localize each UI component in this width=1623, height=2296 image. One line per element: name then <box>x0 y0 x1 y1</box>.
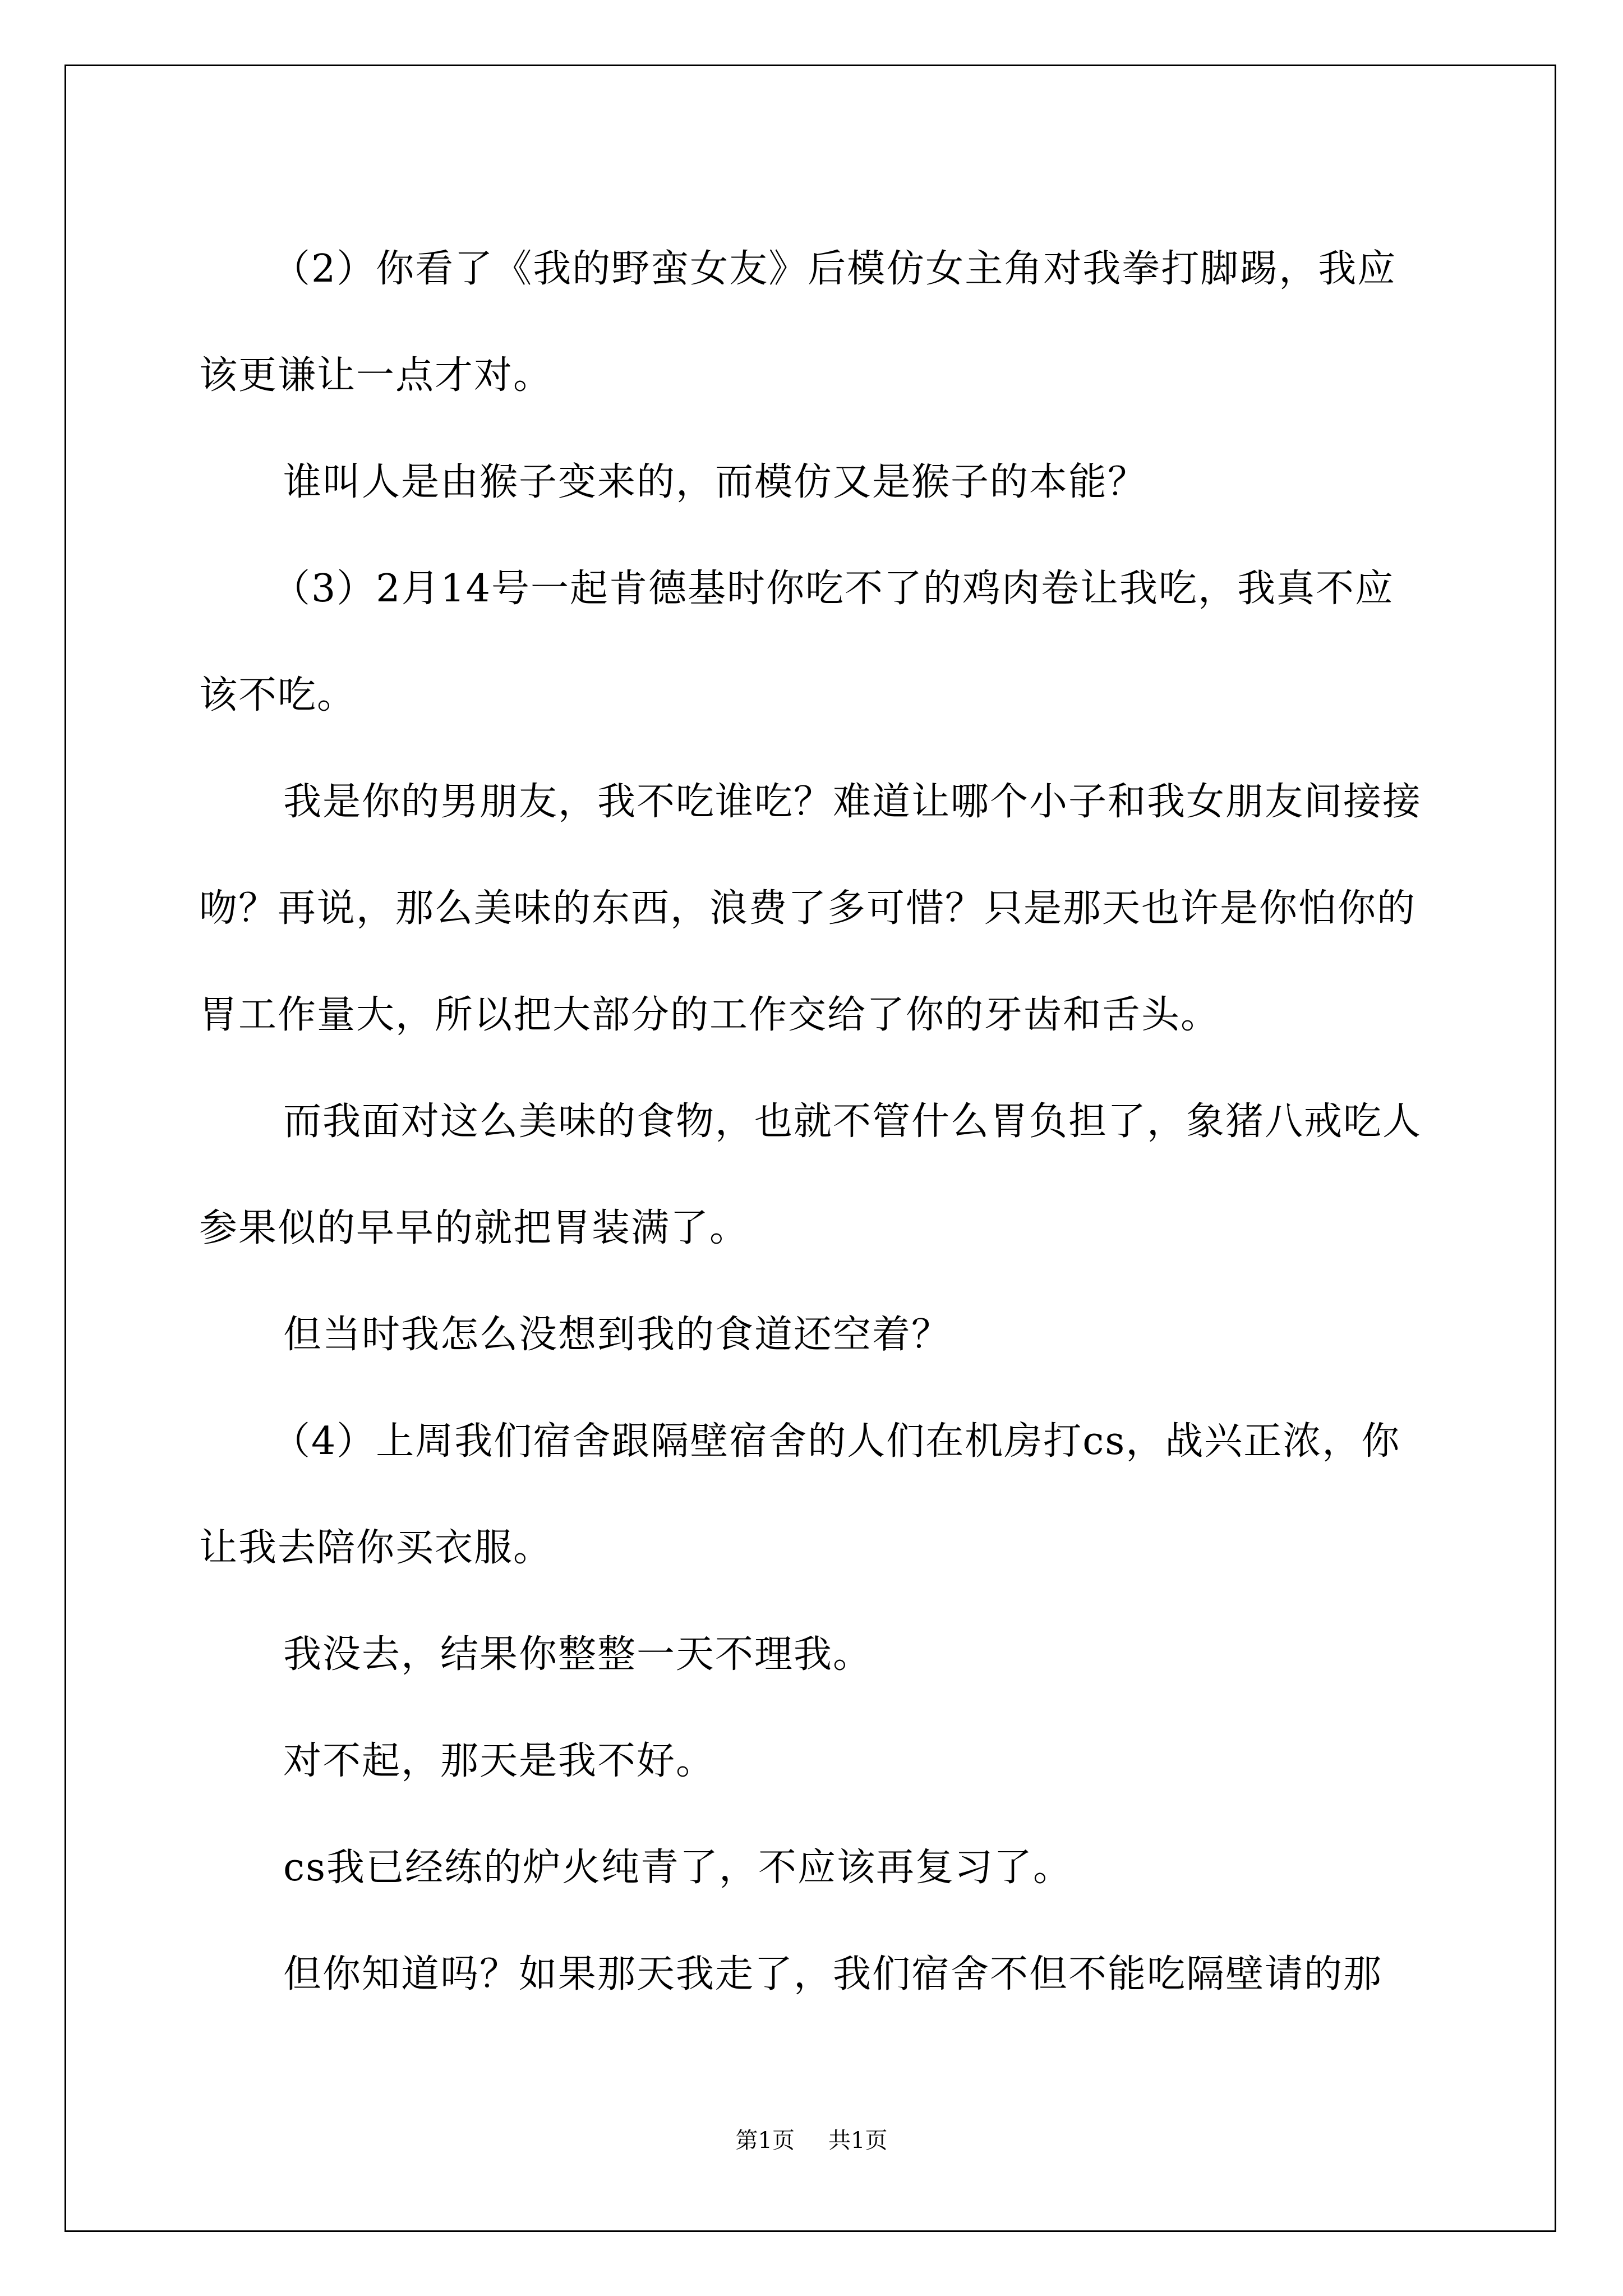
paragraph: 谁叫人是由猴子变来的，而模仿又是猴子的本能？ <box>283 460 1147 504</box>
page-number-current: 第1页 <box>735 2128 795 2154</box>
paragraph: （3）2月14号一起肯德基时你吃不了的鸡肉卷让我吃，我真不应该不吃。 <box>199 567 1395 717</box>
page-number-total: 共1页 <box>828 2128 888 2154</box>
paragraph: 我是你的男朋友，我不吃谁吃？难道让哪个小子和我女朋友间接接吻？再说，那么美味的东西，浪费了多可惜？只是那天也许是你怕你的胃工作量大，所以把大部分的工作交给了你的牙齿和舌头。 <box>199 780 1422 1037</box>
paragraph: cs我已经练的炉火纯青了，不应该再复习了。 <box>283 1846 1072 1890</box>
paragraph: （4）上周我们宿舍跟隔壁宿舍的人们在机房打cs，战兴正浓，你让我去陪你买衣服。 <box>199 1419 1401 1570</box>
paragraph: 对不起，那天是我不好。 <box>283 1739 716 1783</box>
paragraph: 而我面对这么美味的食物，也就不管什么胃负担了，象猪八戒吃人参果似的早早的就把胃装满了。 <box>199 1099 1422 1250</box>
paragraph: 但你知道吗？如果那天我走了，我们宿舍不但不能吃隔壁请的那 <box>283 1952 1383 1996</box>
page-footer <box>0 2124 1623 2157</box>
paragraph: 但当时我怎么没想到我的食道还空着？ <box>283 1313 951 1357</box>
paragraph: （2）你看了《我的野蛮女友》后模仿女主角对我拳打脚踢，我应该更谦让一点才对。 <box>199 247 1397 398</box>
paragraph: 我没去，结果你整整一天不理我。 <box>283 1632 873 1677</box>
document-body <box>199 216 1433 2028</box>
